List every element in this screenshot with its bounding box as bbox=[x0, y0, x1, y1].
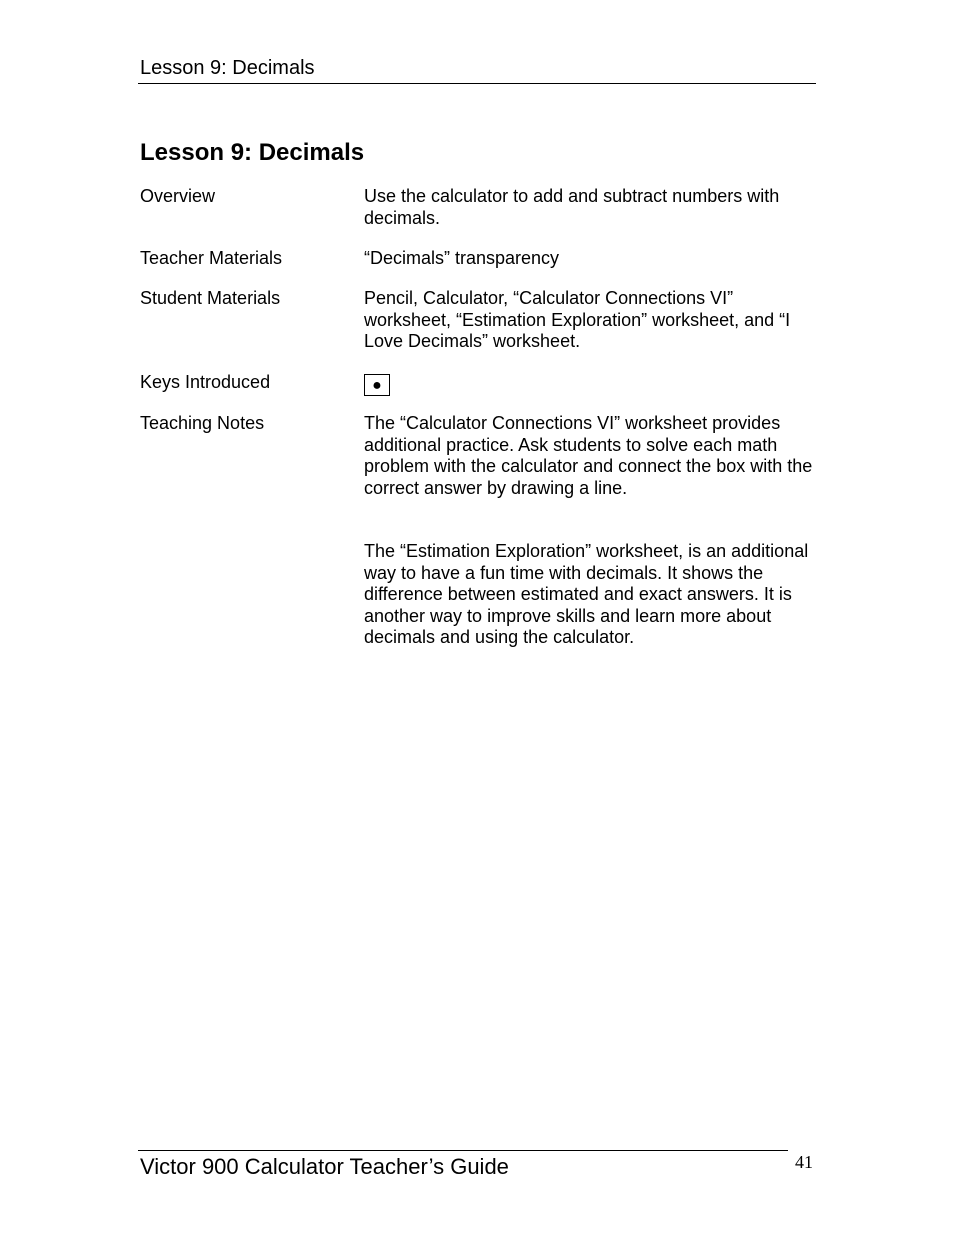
student-materials-value bbox=[364, 288, 816, 353]
teacher-materials-text: “Decimals” transparency bbox=[364, 248, 560, 268]
teaching-notes-label: Teaching Notes bbox=[140, 413, 265, 433]
overview-text: Use the calculator to add and subtract numbers with decimals. bbox=[364, 186, 780, 228]
keys-introduced-label: Keys Introduced bbox=[140, 372, 271, 392]
page-title: Lesson 9: Decimals bbox=[140, 139, 365, 166]
keys-introduced-value bbox=[364, 372, 816, 394]
running-header bbox=[138, 56, 816, 84]
teacher-materials-value bbox=[364, 248, 816, 270]
teaching-notes-paragraph: The “Estimation Exploration” worksheet, is an additional way to have a fun time with decimals. It shows the difference between estimated and exact answers. It is another way to improve skills and learn more about decimals and using the calculator. bbox=[364, 541, 809, 647]
student-materials-text: Pencil, Calculator, “Calculator Connections VI” worksheet, “Estimation Exploration” worksheet, and “I Love Decimals” worksheet. bbox=[364, 288, 791, 351]
running-header-title: Lesson 9: Decimals bbox=[140, 57, 315, 79]
teaching-notes-paragraph: The “Calculator Connections VI” worksheet provides additional practice. Ask students to solve each math problem with the calculator and connect the box with the correct answer by drawing a line. bbox=[364, 413, 813, 498]
decimal-point-key-icon: ● bbox=[364, 374, 390, 396]
overview-label: Overview bbox=[140, 186, 216, 206]
teaching-notes-value bbox=[364, 413, 816, 649]
teacher-materials-label: Teacher Materials bbox=[140, 248, 283, 268]
running-footer bbox=[138, 1150, 813, 1179]
student-materials-label: Student Materials bbox=[140, 288, 281, 308]
footer-title: Victor 900 Calculator Teacher’s Guide bbox=[140, 1154, 509, 1179]
overview-value bbox=[364, 186, 816, 229]
page-number: 41 bbox=[795, 1152, 813, 1172]
